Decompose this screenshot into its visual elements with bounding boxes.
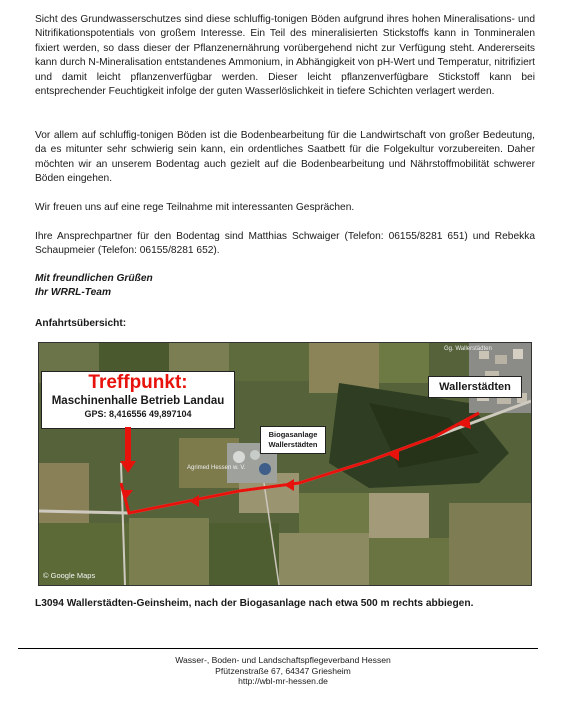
footer-line-1: Wasser-, Boden- und Landschaftspflegeverband Hessen: [175, 655, 391, 665]
closing-line-2: Ihr WRRL-Team: [35, 287, 112, 299]
footer-line-2: Pfützenstraße 67, 64347 Griesheim: [215, 665, 351, 676]
meeting-point-box: [41, 371, 235, 429]
closing-line-1: Mit freundlichen Grüßen: [35, 273, 153, 284]
paragraph-welcome: Wir freuen uns auf eine rege Teilnahme mit interessanten Gesprächen.: [35, 202, 355, 213]
footer: [0, 655, 566, 687]
biogas-label-line-2: Wallerstädten: [268, 440, 318, 449]
map-place-label: Agrimed Hessen w. V.: [187, 465, 246, 471]
paragraph-soil-tillage: Vor allem auf schluffig-tonigen Böden ist die Bodenbearbeitung für die Landwirtschaft von großer Bedeutung, da es mitunter sehr schwierig sein kann, ein ordentliches Saatbett für die Folgekultur vorzubereiten. Daher möchten wir an unserem Bodentag auch gezielt auf die Bodenbearbeitung und Nährstoffmobilität schwerer Böden eingehen.: [35, 130, 535, 185]
footer-url[interactable]: http://wbl-mr-hessen.de: [238, 676, 328, 687]
town-label: Wallerstädten: [428, 376, 522, 398]
paragraph-groundwater: Sicht des Grundwasserschutzes sind diese schluffig-tonigen Böden aufgrund ihres hohen Mineralisations- und Nitrifikationspotentials von großem Interesse. Ein Teil des mineralisierten Stickstoffs kann in Tonmineralen fixiert werden, so dass dieser der Pflanzenernährung vorübergehend nicht zur Verfügung steht. Andererseits kann durch N-Mineralisation entstandenes Ammonium, in Abhängigkeit von pH-Wert und Temperatur, nitrifiziert und damit leicht pflanzenverfügbar werden. Dieser leicht pflanzenverfügbare Stickstoff kann bei entsprechender Feuchtigkeit infolge der guten Wasserlöslichkeit in tiefere Schichten verlagert werden.: [35, 14, 535, 98]
biogas-label: [260, 426, 326, 454]
meeting-point-gps: GPS: 8,416556 49,897104: [84, 409, 192, 419]
meeting-point-place: Maschinenhalle Betrieb Landau: [51, 395, 225, 407]
closing-greeting: [35, 272, 153, 301]
footer-divider: [18, 648, 538, 649]
map-street-label: Gg. Wallerstädten: [444, 346, 492, 352]
meeting-point-title: Treffpunkt:: [88, 372, 188, 393]
section-heading: Anfahrtsübersicht:: [35, 318, 127, 329]
satellite-map: [38, 342, 532, 586]
meeting-point-arrow: [125, 427, 131, 463]
paragraph-contacts: Ihre Ansprechpartner für den Bodentag sind Matthias Schwaiger (Telefon: 06155/8281 651) und Rebekka Schaupmeier (Telefon: 06155/8281 652).: [35, 231, 535, 257]
map-copyright: © Google Maps: [43, 571, 96, 580]
meeting-point-arrow-head: [120, 461, 136, 473]
biogas-label-line-1: Biogasanlage: [268, 430, 318, 439]
map-caption: L3094 Wallerstädten-Geinsheim, nach der Biogasanlage nach etwa 500 m rechts abbiegen.: [35, 598, 474, 609]
